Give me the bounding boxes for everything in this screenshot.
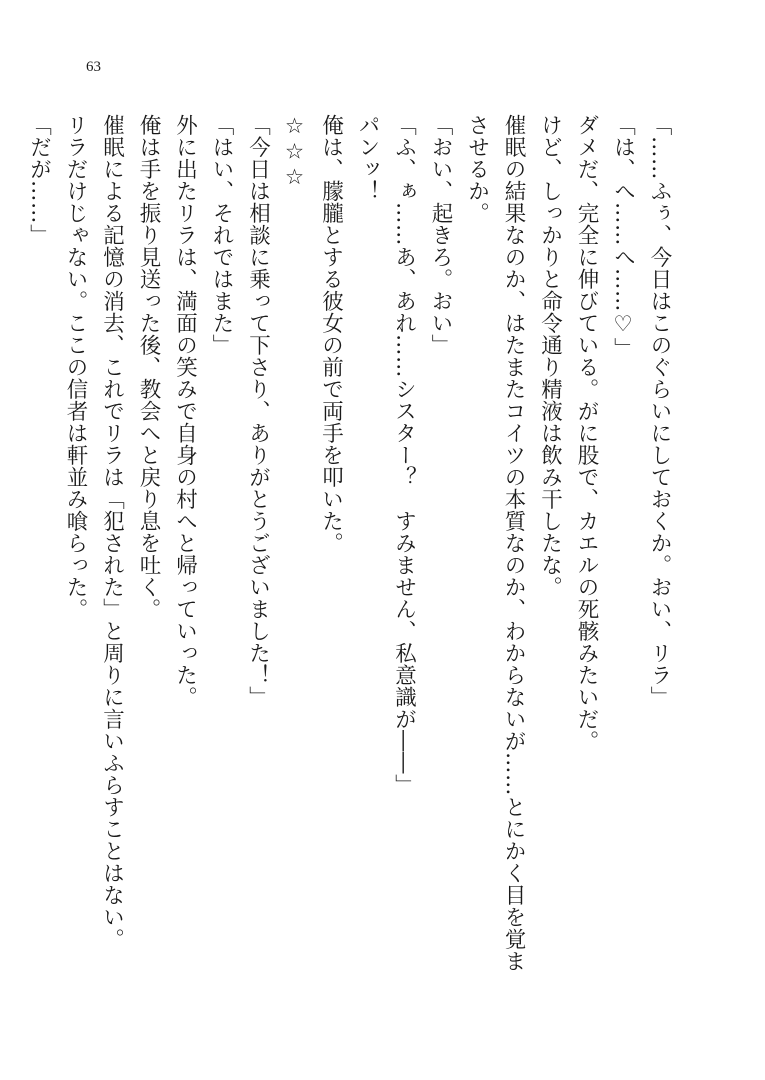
text-line: けど、しっかりと命令通り精液は飲み干したな。 (537, 114, 563, 598)
text-line: 「は、へ……へ……♡」 (610, 114, 636, 360)
page-number: 63 (86, 59, 101, 75)
text-line: 俺は手を振り見送った後、教会へと戻り息を吐く。 (136, 114, 161, 620)
text-line: 「おい、起きろ。おい」 (428, 114, 453, 356)
text-line: ダメだ、完全に伸びている。がに股で、カエルの死骸みたいだ。 (574, 114, 599, 752)
text-line: 催眠の結果なのか、はたまたコイツの本質なのか、わからないが……とにかく目を覚ま (501, 114, 526, 972)
text-line: 「ふ、ぁ……あ、あれ……シスター？ すみません、私意識が――」 (391, 114, 417, 796)
text-line: 「だが……」 (26, 114, 52, 246)
text-line: 外に出たリラは、満面の笑みで自身の村へと帰っていった。 (172, 114, 198, 708)
text-line: パンッ！ (355, 114, 380, 202)
body-text (26, 114, 677, 1024)
text-line: させるか。 (464, 114, 490, 224)
text-line: リラだけじゃない。ここの信者は軒並み喰らった。 (63, 114, 88, 620)
section-break: ☆☆☆ (282, 114, 307, 191)
text-line: 催眠による記憶の消去、これでリラは「犯された」と周りに言いふらすことはない。 (99, 114, 125, 950)
text-line: 「……ふぅ、今日はこのぐらいにしておくか。おい、リラ」 (647, 114, 672, 708)
text-line: 「はい、それではまた」 (209, 114, 234, 356)
text-line: 「今日は相談に乗って下さり、ありがとうございました！」 (245, 114, 271, 708)
text-line: 俺は、朦朧とする彼女の前で両手を叩いた。 (318, 114, 344, 554)
